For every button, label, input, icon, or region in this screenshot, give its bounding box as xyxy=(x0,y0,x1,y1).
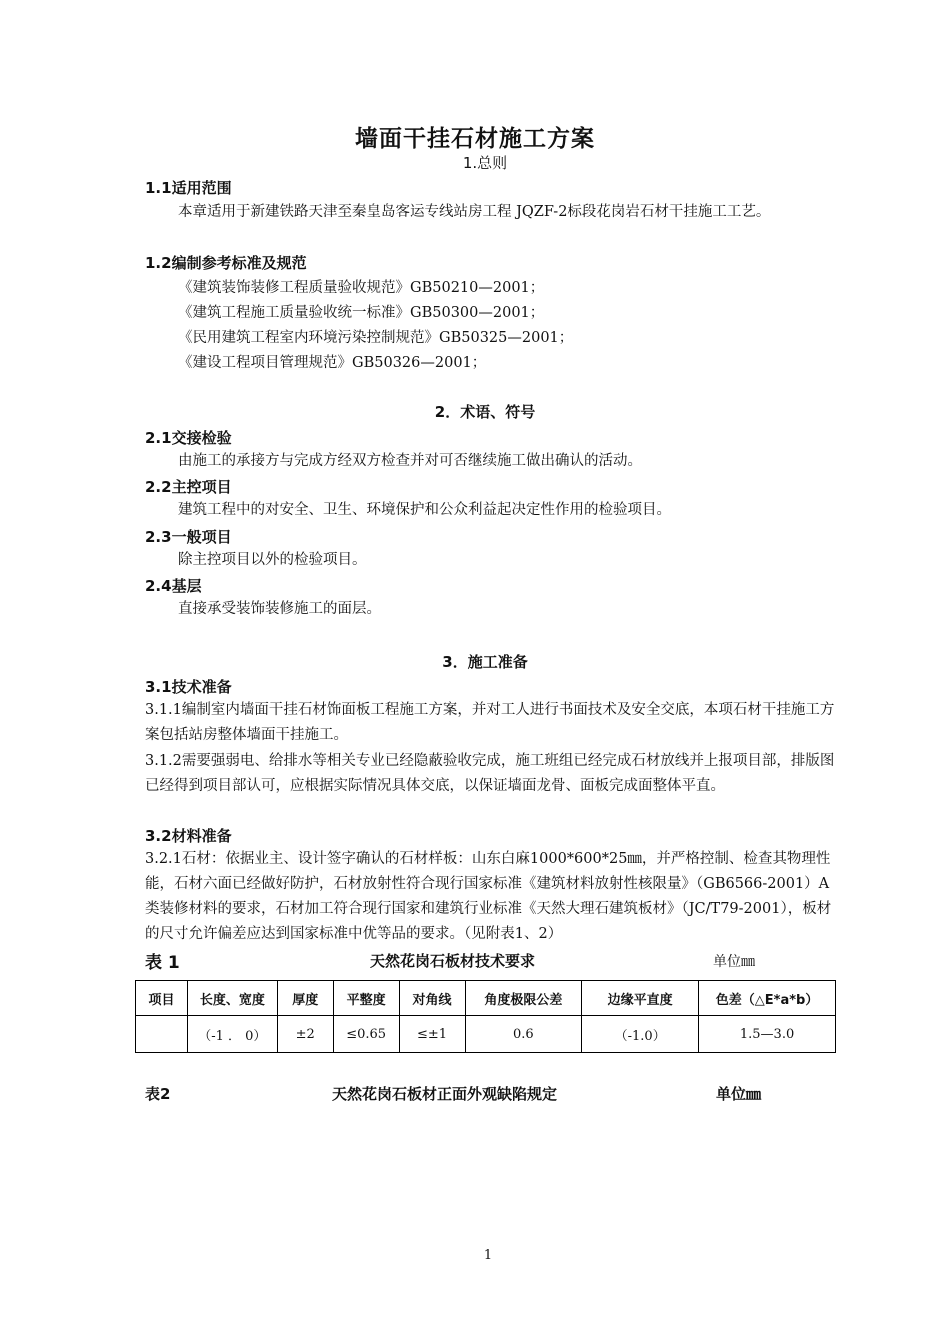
table-header-cell: 对角线 xyxy=(399,981,465,1016)
table-cell: ≤±1 xyxy=(399,1016,465,1053)
document-title: 墙面干挂石材施工方案 xyxy=(355,126,595,152)
table-header-cell: 项目 xyxy=(136,981,188,1016)
reference-item: 《建筑装饰装修工程质量验收规范》GB50210—2001； xyxy=(178,280,545,296)
paragraph-2-3: 除主控项目以外的检验项目。 xyxy=(178,552,367,568)
heading-3-2: 3.2材料准备 xyxy=(145,827,232,845)
heading-1-1: 1.1适用范围 xyxy=(145,179,232,197)
section-1-title: 1.总则 xyxy=(462,154,508,172)
heading-2-4: 2.4基层 xyxy=(145,577,202,595)
reference-item: 《民用建筑工程室内环境污染控制规范》GB50325—2001； xyxy=(178,330,574,346)
table-2-label: 表2 xyxy=(145,1085,171,1103)
reference-item: 《建设工程项目管理规范》GB50326—2001； xyxy=(178,355,487,371)
paragraph-1-1: 本章适用于新建铁路天津至秦皇岛客运专线站房工程 JQZF-2标段花岗岩石材干挂施工工艺。 xyxy=(178,204,771,220)
heading-2-2: 2.2主控项目 xyxy=(145,478,232,496)
table-header-cell: 厚度 xyxy=(277,981,333,1016)
table-cell xyxy=(136,1016,188,1053)
paragraph-2-1: 由施工的承接方与完成方经双方检查并对可否继续施工做出确认的活动。 xyxy=(178,453,642,469)
paragraph-3-1-2: 3.1.2需要强弱电、给排水等相关专业已经隐蔽验收完成，施工班组已经完成石材放线并上报项目部，排版图已经得到项目部认可，应根据实际情况具体交底，以保证墙面龙骨、面板完成面整体平直。 xyxy=(145,753,835,794)
paragraph-2-2: 建筑工程中的对安全、卫生、环境保护和公众利益起决定性作用的检验项目。 xyxy=(178,502,671,518)
paragraph-3-1-1: 3.1.1编制室内墙面干挂石材饰面板工程施工方案，并对工人进行书面技术及安全交底，本项石材干挂施工方案包括站房整体墙面干挂施工。 xyxy=(145,702,835,743)
table-header-cell: 平整度 xyxy=(333,981,399,1016)
table-header-cell: 边缘平直度 xyxy=(582,981,699,1016)
table-1-label: 表 1 xyxy=(145,953,180,973)
table-cell: （-1 ． 0） xyxy=(187,1016,277,1053)
section-3-title: 3．施工准备 xyxy=(442,653,528,671)
spec-table xyxy=(135,980,836,1053)
table-cell: （-1.0） xyxy=(582,1016,699,1053)
table-cell: 0.6 xyxy=(465,1016,582,1053)
page-number: 1 xyxy=(483,1248,493,1263)
table-2-title: 天然花岗石板材正面外观缺陷规定 xyxy=(332,1085,558,1103)
table-cell: 1.5—3.0 xyxy=(699,1016,836,1053)
table-header-cell: 色差（△E*a*b） xyxy=(699,981,836,1016)
table-cell: ±2 xyxy=(277,1016,333,1053)
heading-2-1: 2.1交接检验 xyxy=(145,429,232,447)
heading-2-3: 2.3一般项目 xyxy=(145,528,232,546)
table-header-cell: 长度、宽度 xyxy=(187,981,277,1016)
table-row xyxy=(136,1016,836,1053)
table-cell: ≤0.65 xyxy=(333,1016,399,1053)
table-header-cell: 角度极限公差 xyxy=(465,981,582,1016)
paragraph-2-4: 直接承受装饰装修施工的面层。 xyxy=(178,601,381,617)
table-header-row xyxy=(136,981,836,1016)
paragraph-3-2-1: 3.2.1石材：依据业主、设计签字确认的石材样板：山东白麻1000*600*25㎜，并严格控制、检查其物理性能，石材六面已经做好防护，石材放射性符合现行国家标准《建筑材料放射性核限量》（GB6566-2001）A类装修材料的要求，石材加工符合现行国家和建筑行业标准《天然大理石建筑板材》（JC/T79-2001），板材的尺寸允许偏差应达到国家标准中优等品的要求。（见附表1、2） xyxy=(145,851,832,942)
heading-3-1: 3.1技术准备 xyxy=(145,678,232,696)
reference-item: 《建筑工程施工质量验收统一标准》GB50300—2001； xyxy=(178,305,545,321)
table-1-unit: 单位㎜ xyxy=(713,954,755,970)
heading-1-2: 1.2编制参考标准及规范 xyxy=(145,254,307,272)
table-1-title: 天然花岗石板材技术要求 xyxy=(370,952,536,970)
table-2-unit: 单位㎜ xyxy=(716,1085,762,1103)
section-2-title: 2．术语、符号 xyxy=(434,403,536,421)
